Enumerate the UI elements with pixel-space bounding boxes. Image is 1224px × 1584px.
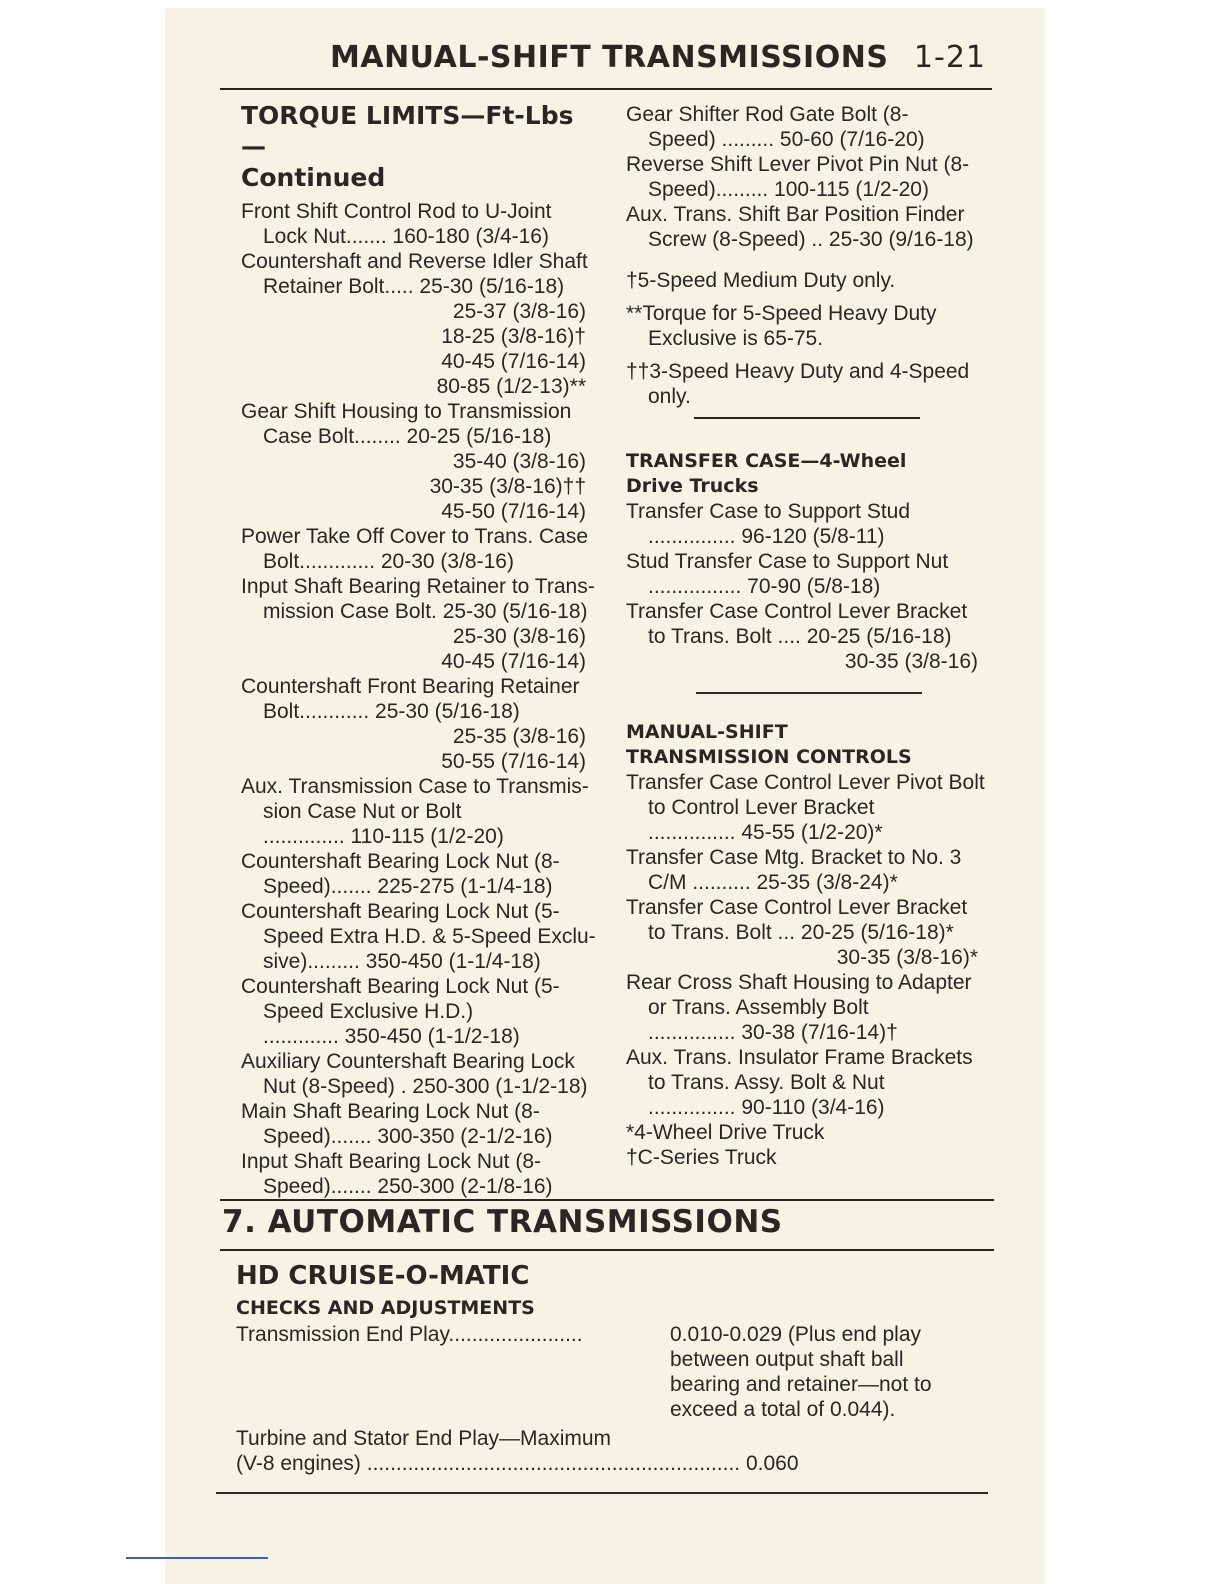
turbine-label: Turbine and Stator End Play—Maximum	[236, 1427, 612, 1450]
spec-line: ............... 96-120 (5/8-11)	[648, 525, 885, 548]
cruise-o-matic-title: HD CRUISE-O-MATIC	[236, 1261, 530, 1291]
spec-line: Countershaft Front Bearing Retainer	[241, 675, 580, 698]
spec-line: Aux. Transmission Case to Transmis-	[241, 775, 589, 798]
controls-list	[626, 770, 985, 1170]
spec-line: Countershaft Bearing Lock Nut (5-	[241, 975, 560, 998]
controls-title	[626, 720, 978, 770]
spec-line: Stud Transfer Case to Support Nut	[626, 550, 949, 573]
spec-line: Input Shaft Bearing Retainer to Trans-	[241, 575, 595, 598]
spec-line: †C-Series Truck	[626, 1146, 777, 1169]
end-play-value: 0.010-0.029 (Plus end play between output shaft ball bearing and retainer—not to exceed a total of 0.044).	[670, 1323, 932, 1421]
spec-line: Power Take Off Cover to Trans. Case	[241, 525, 589, 548]
spec-line: Gear Shift Housing to Transmission	[241, 400, 572, 423]
spec-line: 80-85 (1/2-13)**	[436, 375, 586, 398]
page-title: MANUAL-SHIFT TRANSMISSIONS	[330, 40, 889, 75]
automatic-block	[236, 1258, 976, 1476]
automatic-transmissions-heading: 7. AUTOMATIC TRANSMISSIONS	[222, 1204, 783, 1240]
footnote-heavy-duty	[626, 301, 978, 351]
spec-line: Front Shift Control Rod to U-Joint	[241, 200, 552, 223]
spec-line: Transfer Case Control Lever Bracket	[626, 600, 968, 623]
transfer-case-title	[626, 449, 978, 499]
torque-limits-title-line1: TORQUE LIMITS—Ft-Lbs—	[241, 101, 574, 161]
spec-line: Bolt............ 25-30 (5/16-18)	[263, 700, 520, 723]
spec-line: 25-37 (3/8-16)	[452, 300, 586, 323]
spec-line: ............... 90-110 (3/4-16)	[648, 1096, 885, 1119]
spec-line: to Control Lever Bracket	[648, 796, 875, 819]
spacer	[626, 252, 978, 268]
page-bottom-rule	[216, 1492, 988, 1494]
controls-title-line2: TRANSMISSION CONTROLS	[626, 746, 912, 768]
spec-line: Speed)....... 250-300 (2-1/8-16)	[263, 1175, 553, 1198]
spec-line: to Trans. Bolt .... 20-25 (5/16-18)	[648, 625, 952, 648]
torque-limits-title	[241, 100, 586, 193]
spec-line: 50-55 (7/16-14)	[441, 750, 586, 773]
spec-line: to Trans. Assy. Bolt & Nut	[648, 1071, 885, 1094]
section-rule-top	[220, 1199, 994, 1201]
right-column	[626, 102, 985, 1170]
spec-line: 25-30 (3/8-16)	[452, 625, 586, 648]
spec-line: Countershaft and Reverse Idler Shaft	[241, 250, 588, 273]
spec-line: 30-35 (3/8-16)	[844, 650, 978, 673]
spacer	[626, 419, 978, 449]
page-number: 1-21	[913, 40, 986, 75]
checks-adjustments-title: CHECKS AND ADJUSTMENTS	[236, 1297, 535, 1319]
page-header	[220, 36, 992, 90]
spec-line: Speed Exclusive H.D.)	[263, 1000, 474, 1023]
spec-line: Countershaft Bearing Lock Nut (8-	[241, 850, 560, 873]
footnote-line: only.	[648, 385, 691, 408]
spec-line: Speed) ......... 50-60 (7/16-20)	[648, 128, 925, 151]
spec-line: Nut (8-Speed) . 250-300 (1-1/2-18)	[263, 1075, 588, 1098]
spec-line: ............. 350-450 (1-1/2-18)	[263, 1025, 520, 1048]
spec-line: sion Case Nut or Bolt	[263, 800, 462, 823]
footnote-5-speed	[626, 268, 978, 293]
spec-line: 18-25 (3/8-16)†	[441, 325, 586, 348]
spec-line: ............... 45-55 (1/2-20)*	[648, 821, 883, 844]
spec-line: Main Shaft Bearing Lock Nut (8-	[241, 1100, 540, 1123]
turbine-line: (V-8 engines) ................................................................ 0.060	[236, 1452, 799, 1475]
spec-line: to Trans. Bolt ... 20-25 (5/16-18)*	[648, 921, 954, 944]
footnote-line: ††3-Speed Heavy Duty and 4-Speed	[626, 360, 970, 383]
spec-line: 45-50 (7/16-14)	[441, 500, 586, 523]
controls-title-line1: MANUAL-SHIFT	[626, 721, 788, 743]
spec-line: Speed)......... 100-115 (1/2-20)	[648, 178, 929, 201]
spec-line: or Trans. Assembly Bolt	[648, 996, 869, 1019]
spec-line: Auxiliary Countershaft Bearing Lock	[241, 1050, 575, 1073]
spec-line: *4-Wheel Drive Truck	[626, 1121, 825, 1144]
footnote-line: Exclusive is 65-75.	[648, 327, 824, 350]
footnote-3-speed	[626, 359, 978, 409]
spec-line: ................ 70-90 (5/8-18)	[648, 575, 881, 598]
spec-line: 35-40 (3/8-16)	[452, 450, 586, 473]
spec-line: Gear Shifter Rod Gate Bolt (8-	[626, 103, 909, 126]
spec-line: Speed)....... 300-350 (2-1/2-16)	[263, 1125, 553, 1148]
section-rule-bottom	[220, 1249, 994, 1251]
spec-line: Retainer Bolt..... 25-30 (5/16-18)	[263, 275, 565, 298]
torque-limits-list	[241, 199, 596, 1199]
spec-line: Speed Extra H.D. & 5-Speed Exclu-	[263, 925, 596, 948]
end-play-label: Transmission End Play.......................	[236, 1323, 583, 1346]
spec-line: 40-45 (7/16-14)	[441, 350, 586, 373]
spec-line: Countershaft Bearing Lock Nut (5-	[241, 900, 560, 923]
footnote-line: **Torque for 5-Speed Heavy Duty	[626, 302, 937, 325]
spec-line: ............... 30-38 (7/16-14)†	[648, 1021, 898, 1044]
spec-line: Speed)....... 225-275 (1-1/4-18)	[263, 875, 553, 898]
spec-line: mission Case Bolt. 25-30 (5/16-18)	[263, 600, 588, 623]
left-column	[241, 100, 596, 1199]
spec-line: 40-45 (7/16-14)	[441, 650, 586, 673]
spec-line: Reverse Shift Lever Pivot Pin Nut (8-	[626, 153, 970, 176]
spec-line: Transfer Case Control Lever Bracket	[626, 896, 968, 919]
spec-line: 25-35 (3/8-16)	[452, 725, 586, 748]
section-divider	[696, 692, 922, 694]
torque-limits-list-continued	[626, 102, 978, 252]
footnote-line: †5-Speed Medium Duty only.	[626, 269, 896, 292]
spec-line: sive)......... 350-450 (1-1/4-18)	[263, 950, 541, 973]
spec-line: Transfer Case to Support Stud	[626, 500, 911, 523]
spec-line: Rear Cross Shaft Housing to Adapter	[626, 971, 972, 994]
spec-line: Case Bolt........ 20-25 (5/16-18)	[263, 425, 552, 448]
spec-line: Aux. Trans. Shift Bar Position Finder	[626, 203, 965, 226]
spec-line: C/M .......... 25-35 (3/8-24)*	[648, 871, 898, 894]
bottom-link-underline	[126, 1557, 268, 1559]
spec-line: Screw (8-Speed) .. 25-30 (9/16-18)	[648, 228, 974, 251]
spec-line: 30-35 (3/8-16)*	[836, 946, 978, 969]
spec-line: Transfer Case Control Lever Pivot Bolt	[626, 771, 985, 794]
spec-line: Transfer Case Mtg. Bracket to No. 3	[626, 846, 962, 869]
transfer-case-list	[626, 499, 978, 674]
spec-line: .............. 110-115 (1/2-20)	[263, 825, 504, 848]
spec-line: Lock Nut....... 160-180 (3/4-16)	[263, 225, 549, 248]
transfer-case-title-line2: Drive Trucks	[626, 475, 759, 497]
spec-line: 30-35 (3/8-16)††	[429, 475, 586, 498]
spec-line: Bolt............. 20-30 (3/8-16)	[263, 550, 514, 573]
transfer-case-title-line1: TRANSFER CASE—4-Wheel	[626, 450, 907, 472]
spec-line: Input Shaft Bearing Lock Nut (8-	[241, 1150, 541, 1173]
torque-limits-title-line2: Continued	[241, 163, 386, 192]
spec-line: Aux. Trans. Insulator Frame Brackets	[626, 1046, 973, 1069]
end-play-row	[236, 1322, 976, 1422]
